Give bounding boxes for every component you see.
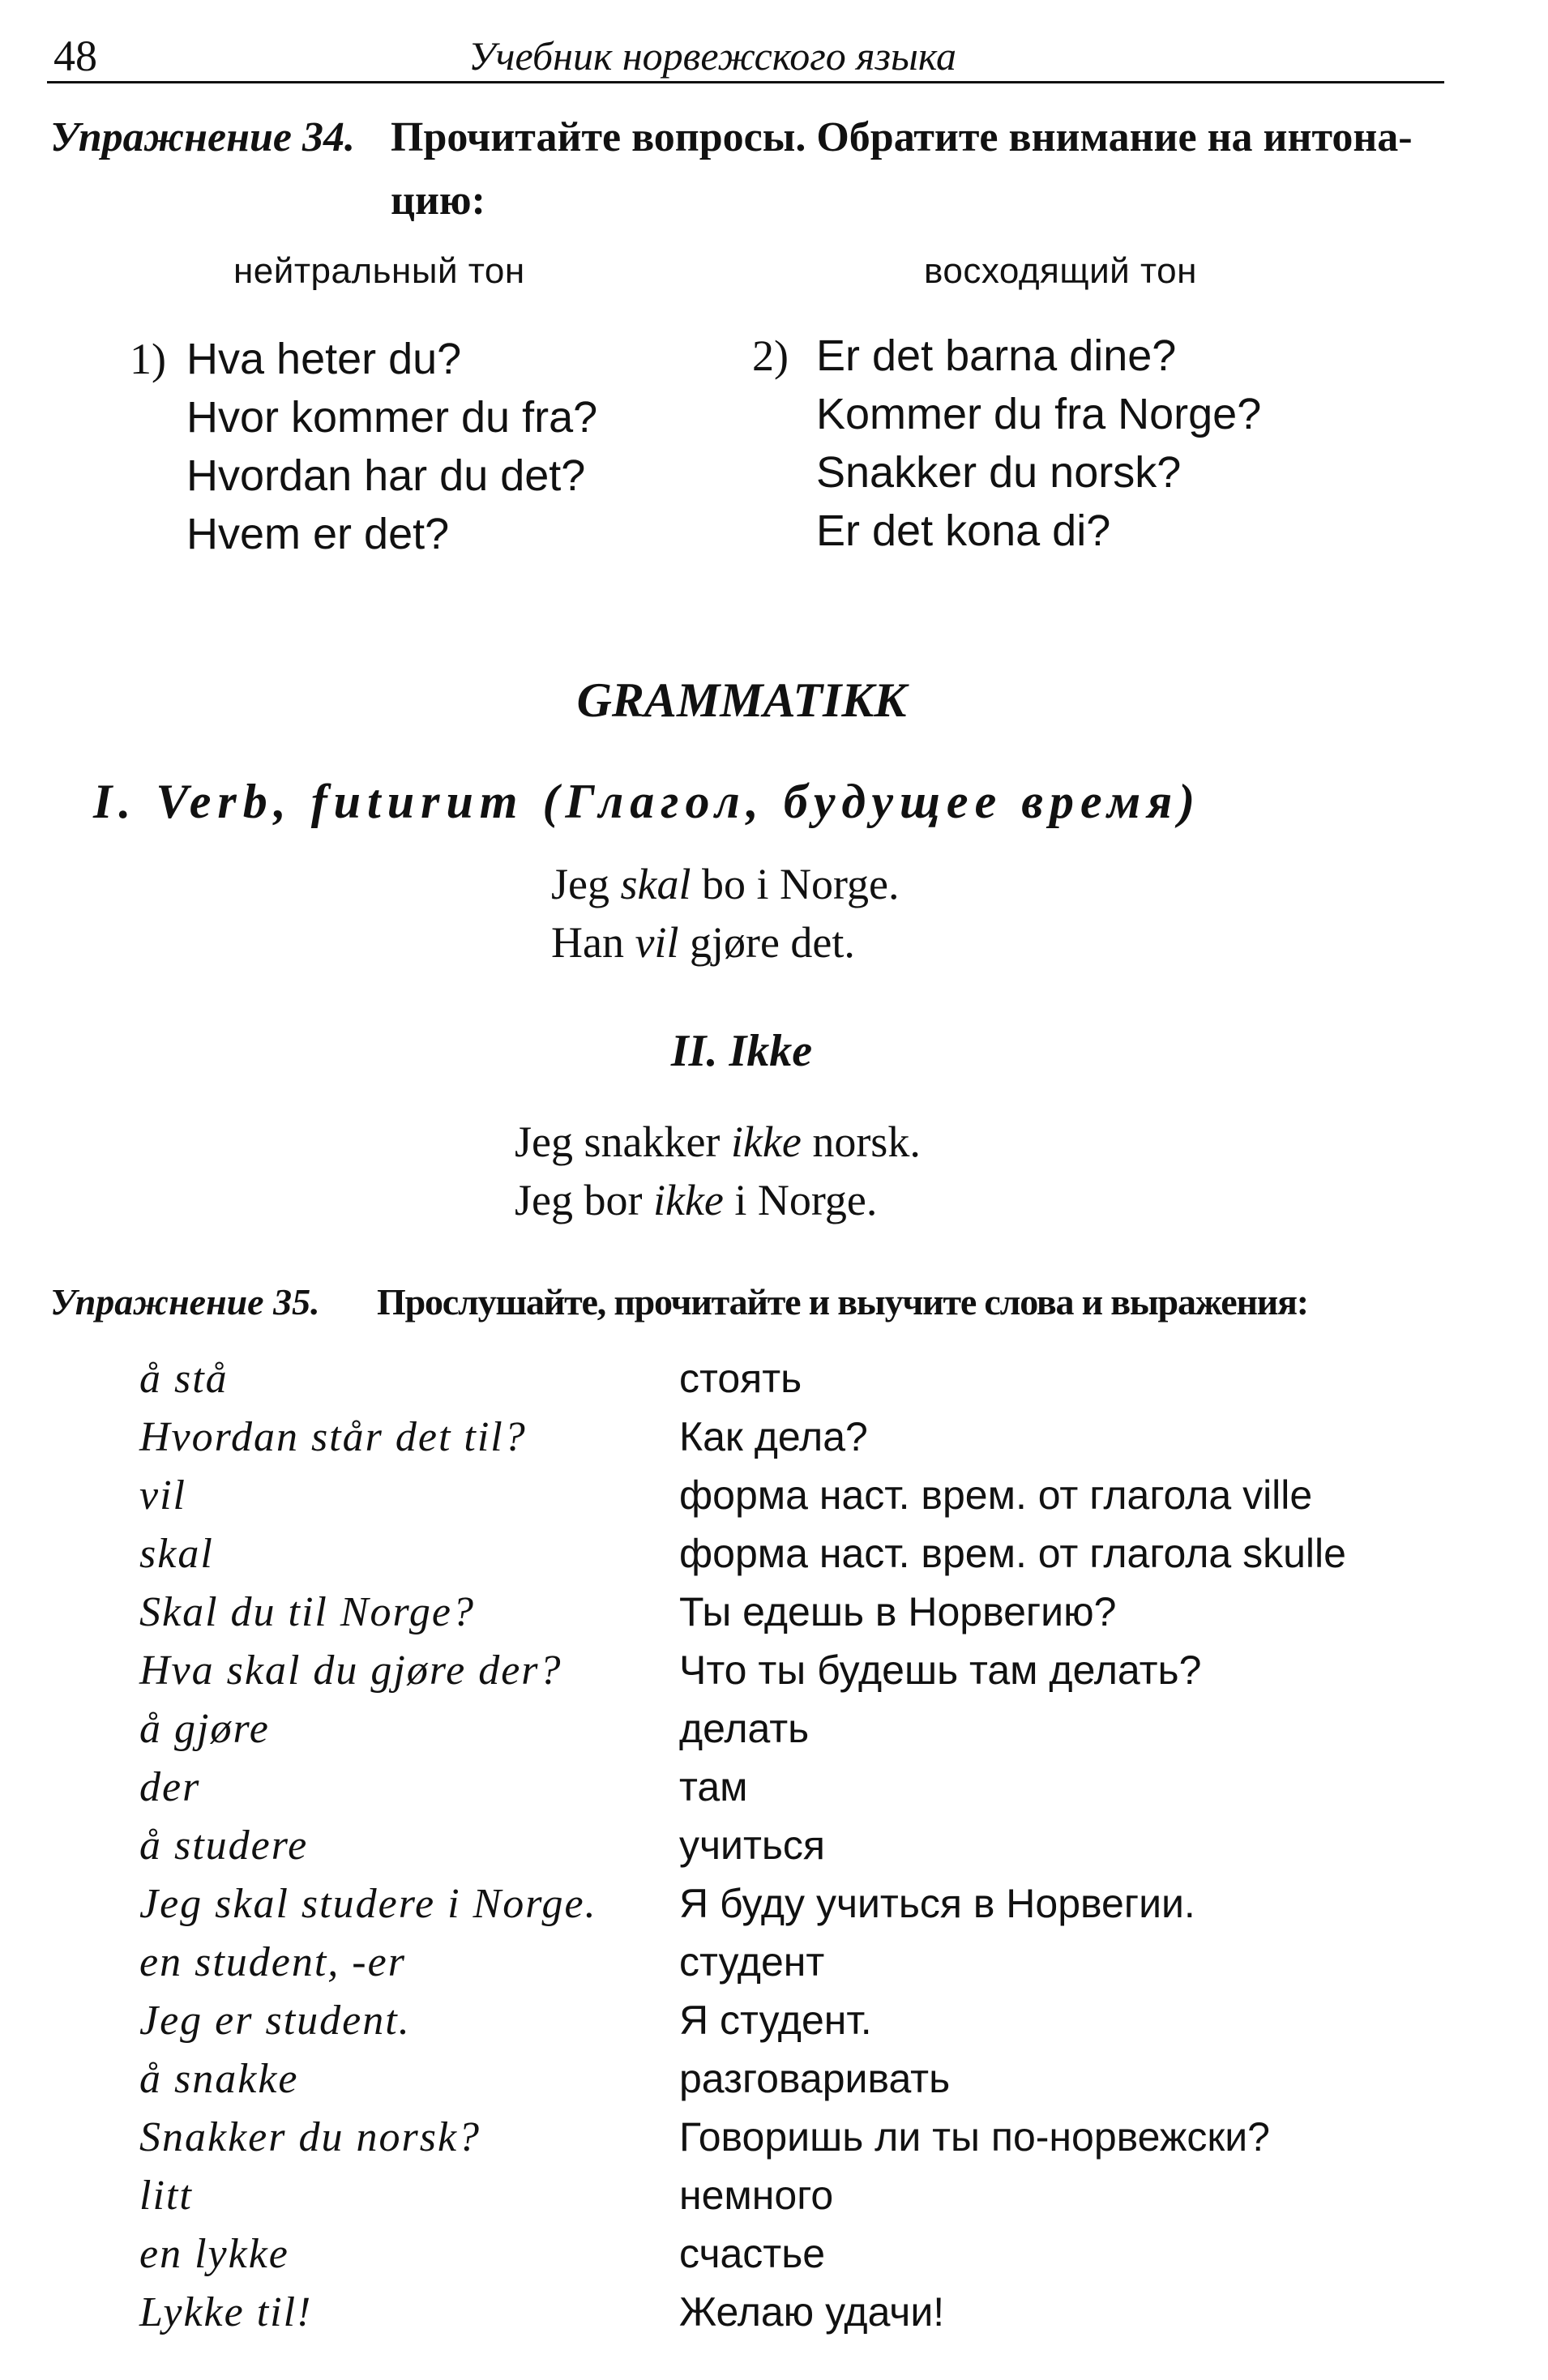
vocab-norwegian: å gjøre: [139, 1706, 270, 1752]
verb-futurum-title: I. Verb, futurum (Глагол, будущее время): [93, 775, 1202, 828]
neutral-question: Hvordan har du det?: [186, 451, 586, 500]
vocab-russian: Что ты будешь там делать?: [679, 1647, 1202, 1693]
vocab-norwegian: en student, -er: [139, 1939, 406, 1985]
vocab-russian: Я студент.: [679, 1998, 872, 2043]
vocab-norwegian: å stå: [139, 1356, 229, 1402]
vocab-norwegian: Hvordan står det til?: [139, 1414, 527, 1460]
rising-question: Kommer du fra Norge?: [816, 390, 1262, 438]
emphasis: vil: [635, 918, 679, 967]
vocab-russian: там: [679, 1764, 748, 1810]
rising-question: Snakker du norsk?: [816, 448, 1182, 497]
neutral-question: Hvor kommer du fra?: [186, 393, 598, 442]
vocab-norwegian: skal: [139, 1531, 214, 1577]
vocab-norwegian: Snakker du norsk?: [139, 2114, 481, 2160]
vocab-russian: немного: [679, 2173, 834, 2218]
vocab-norwegian: Lykke til!: [139, 2289, 313, 2335]
exercise-34-instruction-line2: цию:: [391, 177, 485, 224]
rising-question: Er det barna dine?: [816, 331, 1177, 380]
ikke-example: Jeg bor ikke i Norge.: [515, 1176, 878, 1224]
vocab-russian: делать: [679, 1706, 810, 1751]
vocab-russian: учиться: [679, 1822, 826, 1868]
exercise-35-instruction: Прослушайте, прочитайте и выучите слова и выражения:: [377, 1281, 1308, 1322]
page-number: 48: [53, 32, 97, 80]
vocab-russian: стоять: [679, 1356, 802, 1401]
vocab-russian: Как дела?: [679, 1414, 868, 1459]
vocab-norwegian: vil: [139, 1472, 186, 1519]
vocab-russian: форма наст. врем. от глагола skulle: [679, 1531, 1346, 1576]
running-title: Учебник норвежского языка: [468, 33, 957, 79]
emphasis: ikke: [730, 1117, 802, 1166]
vocab-russian: разговаривать: [679, 2056, 951, 2101]
futurum-example: Jeg skal bo i Norge.: [551, 860, 900, 908]
neutral-tone-heading: нейтральный тон: [233, 251, 525, 291]
neutral-question: Hva heter du?: [186, 335, 462, 383]
vocab-norwegian: Jeg er student.: [139, 1998, 411, 2044]
grammar-heading: GRAMMATIKK: [576, 673, 907, 727]
vocab-norwegian: å snakke: [139, 2056, 299, 2102]
ikke-title: II. Ikke: [670, 1026, 813, 1076]
vocab-norwegian: der: [139, 1764, 201, 1810]
exercise-34-label: Упражнение 34.: [50, 114, 355, 160]
neutral-question: Hvem er det?: [186, 510, 450, 558]
vocab-russian: Желаю удачи!: [679, 2289, 945, 2335]
exercise-35-label: Упражнение 35.: [50, 1281, 320, 1322]
exercise-34-instruction-line1: Прочитайте вопросы. Обратите внимание на интона-: [391, 114, 1413, 160]
vocab-norwegian: Hva skal du gjøre der?: [139, 1647, 562, 1694]
vocab-russian: форма наст. врем. от глагола ville: [679, 1472, 1313, 1518]
vocab-russian: студент: [679, 1939, 825, 1985]
vocab-norwegian: Skal du til Norge?: [139, 1589, 475, 1635]
vocab-norwegian: litt: [139, 2173, 193, 2219]
group-2-number: 2): [752, 331, 789, 380]
emphasis: skal: [620, 860, 691, 908]
futurum-example: Han vil gjøre det.: [551, 918, 855, 967]
vocab-russian: Ты едешь в Норвегию?: [679, 1589, 1117, 1634]
ikke-example: Jeg snakker ikke norsk.: [515, 1117, 921, 1166]
vocab-russian: Говоришь ли ты по-норвежски?: [679, 2114, 1270, 2160]
vocab-norwegian: Jeg skal studere i Norge.: [139, 1881, 597, 1927]
page-header: [47, 24, 1444, 83]
rising-question: Er det kona di?: [816, 506, 1111, 555]
rising-tone-heading: восходящий тон: [924, 251, 1197, 291]
group-1-number: 1): [130, 335, 166, 383]
vocab-norwegian: å studere: [139, 1822, 309, 1869]
vocab-norwegian: en lykke: [139, 2231, 289, 2277]
vocab-russian: счастье: [679, 2231, 826, 2276]
vocab-russian: Я буду учиться в Норвегии.: [679, 1881, 1195, 1926]
emphasis: ikke: [652, 1176, 724, 1224]
